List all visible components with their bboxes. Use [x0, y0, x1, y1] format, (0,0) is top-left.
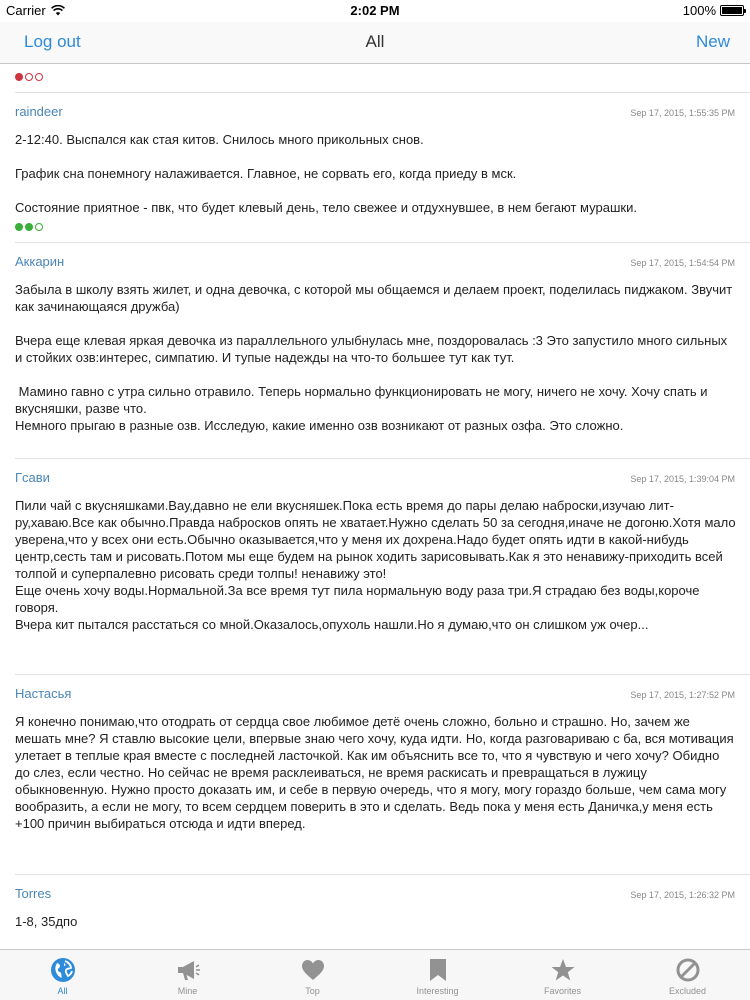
tab-label: Interesting — [416, 986, 459, 996]
tab-mine[interactable] — [125, 950, 250, 1000]
globe-icon — [50, 957, 76, 983]
post-author[interactable]: Гсави — [15, 470, 50, 485]
tab-label: Favorites — [543, 986, 581, 996]
nav-bar — [0, 22, 750, 64]
post-body: Забыла в школу взять жилет, и одна девочка, с которой мы общаемся и делаем проект, поделилась пиджаком. Звучит как зачинающаяся дружба) Вчера еще клевая яркая девочка из параллельного улыбнулась мне, поздоровалась :3 Это запустило много сильных и стойких озв:интерес, симпатию. И тупые надежды на что-то большее тут как тут. Мамино гавно с утра сильно отравило. Теперь нормально функционировать не могу, ничего не хочу. Хочу спать и вкусняшки, разве что. Немного прыгаю в разные озв. Исследую, какие именно озв возникают от разных озфа. Это сложно. — [15, 282, 733, 433]
mood-dot-empty — [35, 73, 43, 81]
mood-dot-filled — [15, 223, 23, 231]
list-item-partial[interactable] — [0, 64, 750, 92]
post-date: Sep 17, 2015, 1:39:04 PM — [630, 474, 735, 484]
tab-excluded[interactable] — [625, 950, 750, 1000]
post-date: Sep 17, 2015, 1:55:35 PM — [630, 108, 735, 118]
list-item[interactable] — [15, 674, 750, 874]
ban-icon — [675, 957, 701, 983]
post-date: Sep 17, 2015, 1:27:52 PM — [630, 690, 735, 700]
battery-icon — [720, 5, 744, 16]
battery-percent: 100% — [682, 3, 716, 18]
megaphone-icon — [175, 957, 201, 983]
post-author[interactable]: raindeer — [15, 104, 63, 119]
post-date: Sep 17, 2015, 1:54:54 PM — [630, 258, 735, 268]
post-body: 2-12:40. Выспался как стая китов. Снилось много прикольных снов. График сна понемногу налаживается. Главное, не сорвать его, когда приеду в мск. Состояние приятное - пвк, что будет клевый день, тело свежее и отдухнувшее, в нем бегают мурашки. — [15, 132, 637, 215]
mood-indicator — [0, 73, 43, 81]
tab-label: Mine — [177, 986, 198, 996]
star-icon — [550, 957, 576, 983]
post-date: Sep 17, 2015, 1:26:32 PM — [630, 890, 735, 900]
list-item[interactable] — [15, 92, 750, 242]
post-author[interactable]: Torres — [15, 886, 52, 901]
list-item[interactable] — [15, 242, 750, 458]
post-author[interactable]: Аккарин — [15, 254, 65, 269]
heart-icon — [300, 957, 326, 983]
tab-label: Top — [305, 986, 320, 996]
post-body: 1-8, 35дпо — [15, 914, 78, 929]
tab-interesting[interactable] — [375, 950, 500, 1000]
list-item[interactable] — [15, 874, 750, 949]
mood-dot-filled — [15, 73, 23, 81]
status-time: 2:02 PM — [350, 3, 400, 18]
tab-bar — [0, 949, 750, 1000]
logout-button[interactable]: Log out — [24, 32, 81, 51]
mood-dot-filled — [25, 223, 33, 231]
tab-favorites[interactable] — [500, 950, 625, 1000]
tab-all[interactable] — [0, 950, 125, 1000]
tab-label: All — [57, 986, 68, 996]
status-right — [683, 3, 744, 18]
post-body: Я конечно понимаю,что отодрать от сердца свое любимое детё очень сложно, больно и страшно. Но, зачем же мешать мне? Я ставлю высокие цели, впервые знаю чего хочу, куда идти. Но, когда разговариваю с ба, вся мотивация улетает в теплые края вместе с последней ласточкой. Как им объяснить все то, что я чувствую и чего хочу? Обидно до слез, если честно. Но сейчас не время расклеиваться, не время раскисать и превращаться в лужицу обыкновенную. Нужно просто доказать им, и себе в первую очередь, что я могу, могу гораздо больше, чем сама могу вообразить, а если не могу, то всем сердцем поверить в это и сделать. Ведь пока у меня есть Даничка,у меня есть +100 причин выбираться отсюда и идти вперед. — [15, 714, 738, 831]
carrier-label: Carrier — [6, 3, 46, 18]
mood-indicator — [15, 223, 750, 231]
post-body: Пили чай с вкусняшками.Вау,давно не ели вкусняшек.Пока есть время до пары делаю наброски,изучаю лит-ру,хаваю.Все как обычно.Правда набросков опять не хватает.Нужно сделать 50 за сегодня,иначе не догоню.Хотя мало уверена,что у всех они есть.Обычно оказывается,что у меня их дохрена.Надо будет опять идти в какой-нибудь центр,сесть там и рисовать.Потом мы еще будем на рынок ходить зарисовывать.Как я это ненавижу-приходить всей толпой и суперпалевно рисовать среди толпы! ненавижу это! Еще очень хочу воды.Нормальной.За все время тут пила нормальную воду раза три.Я страдаю без воды,короче говоря. Вчера кит пытался расстаться со мной.Оказалось,опухоль нашли.Но я думаю,что он слишком уж очер... — [15, 498, 736, 632]
tab-label: Excluded — [668, 986, 707, 996]
tab-top[interactable] — [250, 950, 375, 1000]
new-post-button[interactable]: New — [695, 32, 730, 51]
post-author[interactable]: Настасья — [15, 686, 72, 701]
status-bar — [0, 0, 750, 22]
mood-dot-empty — [25, 73, 33, 81]
bookmark-icon — [425, 957, 451, 983]
list-item[interactable] — [15, 458, 750, 674]
feed-list[interactable] — [0, 64, 750, 949]
mood-dot-empty — [35, 223, 43, 231]
page-title: All — [365, 32, 385, 51]
